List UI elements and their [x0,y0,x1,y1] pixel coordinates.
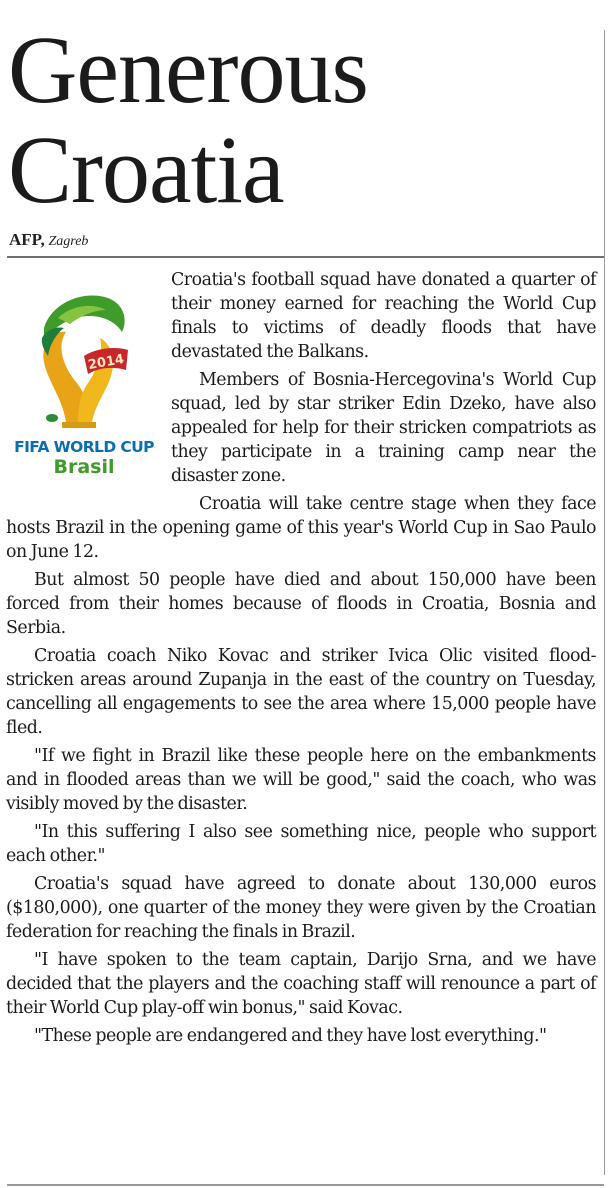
logo-year: 2014 [86,351,126,374]
logo-spacer [6,268,171,506]
column-rule [604,30,605,1175]
paragraph: Croatia coach Niko Kovac and striker Ivica Olic visited flood-stricken areas around Zupanja in the east of the country on Tuesday, cancelling all engagements to see the area where 15,000 people have fled. [6,646,596,738]
paragraph: Croatia's football squad have donated a quarter of their money earned for reaching the World Cup finals to victims of deadly floods that have devastated the Balkans. [171,270,596,362]
paragraph: "If we fight in Brazil like these people here on the embankments and in flooded areas than we will be good," said the coach, who was visibly moved by the disaster. [6,746,596,814]
paragraph: Croatia's squad have agreed to donate about 130,000 euros ($180,000), one quarter of the money they were given by the Croatian federation for reaching the finals in Brazil. [6,874,596,942]
paragraph: Members of Bosnia-Hercegovina's World Cup squad, led by star striker Edin Dzeko, have also appealed for help for their stricken compatriots as they participate in a training camp near the disaster zone. [171,370,596,486]
paragraph: "I have spoken to the team captain, Darijo Srna, and we have decided that the players and the coaching staff will renounce a part of their World Cup play-off win bonus," said Kovac. [6,950,596,1018]
top-divider [7,256,604,258]
paragraph: But almost 50 people have died and about 150,000 have been forced from their homes because of floods in Croatia, Bosnia and Serbia. [6,570,596,638]
logo-country: Brasil [53,456,115,478]
logo-wordmark: FIFA WORLD CUP [14,438,154,456]
headline: Generous Croatia [8,16,368,223]
dateline-agency: AFP, [9,230,45,249]
article-body [6,268,596,1052]
paragraph: "In this suffering I also see something nice, people who support each other." [6,822,596,866]
paragraph: "These people are endangered and they have lost everything." [34,1026,547,1046]
dateline-place: Zagreb [48,234,89,249]
bottom-divider [7,1184,604,1186]
paragraph: Croatia will take centre stage when they face hosts Brazil in the opening game of this year's World Cup in Sao Paulo on June 12. [6,494,596,562]
dateline [9,230,88,250]
